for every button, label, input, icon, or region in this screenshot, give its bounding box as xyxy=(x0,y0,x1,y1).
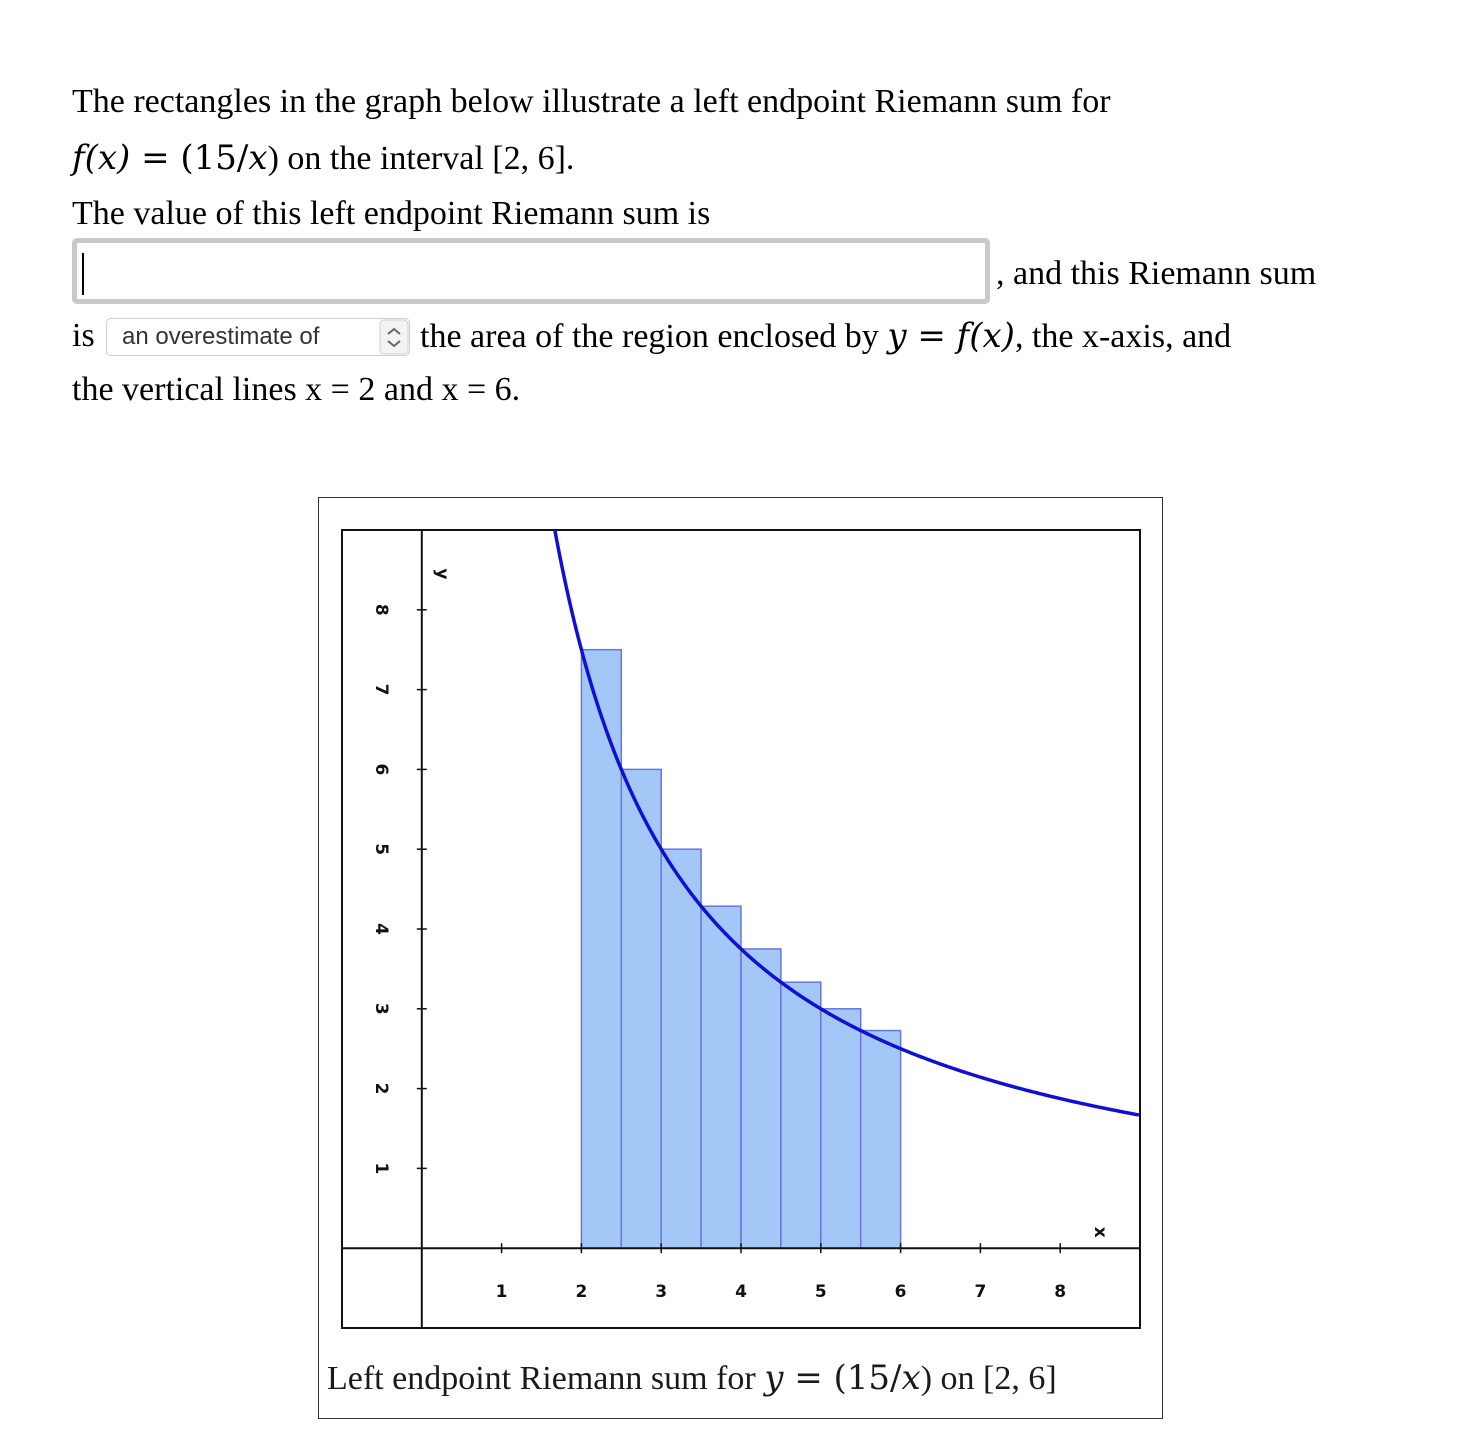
question-text-1: The rectangles in the graph below illustrate a left endpoint Riemann sum for xyxy=(72,83,1111,120)
caption-prefix: Left endpoint Riemann sum for xyxy=(327,1360,765,1397)
after-input-label: , and this Riemann sum xyxy=(996,255,1317,292)
x-tick-label-2: 2 xyxy=(575,1282,588,1303)
y-tick-label-8: 8 xyxy=(370,603,391,616)
riemann-sum-input[interactable] xyxy=(77,243,985,299)
riemann-rect-7 xyxy=(821,1009,861,1248)
y-tick-label-4: 4 xyxy=(370,923,391,935)
comparison-select-value: an overestimate of xyxy=(122,323,320,350)
y-tick-label-7: 7 xyxy=(370,683,391,696)
caption-x: x xyxy=(901,1358,921,1398)
y-tick-label-5: 5 xyxy=(370,843,391,856)
region-text: the area of the region enclosed by xyxy=(420,318,888,355)
question-line-4 xyxy=(420,314,1231,359)
figure-caption xyxy=(327,1356,1057,1401)
select-chevrons-icon xyxy=(379,319,409,355)
is-label: is xyxy=(72,317,95,354)
x-tick-label-8: 8 xyxy=(1054,1282,1067,1303)
question-text-3: The value of this left endpoint Riemann sum is xyxy=(72,195,711,232)
x-axis-label: x xyxy=(1090,1226,1111,1238)
function-expression: f(x) xyxy=(72,138,131,178)
y-variable: y xyxy=(887,316,907,356)
riemann-rect-5 xyxy=(741,949,781,1248)
x-tick-label-1: 1 xyxy=(495,1282,508,1303)
x-tick-label-4: 4 xyxy=(735,1282,747,1303)
equals-sign: = xyxy=(906,316,957,356)
riemann-rect-3 xyxy=(661,849,701,1248)
fx-expression: f(x) xyxy=(956,316,1015,356)
comparison-select[interactable] xyxy=(106,318,410,356)
y-tick-label-2: 2 xyxy=(370,1082,391,1095)
question-line-1 xyxy=(72,80,1111,124)
riemann-chart xyxy=(319,498,1162,1348)
x-tick-label-7: 7 xyxy=(974,1282,987,1303)
riemann-rect-8 xyxy=(861,1031,901,1249)
caption-interval: ) on [2, 6] xyxy=(920,1360,1057,1397)
riemann-figure xyxy=(318,497,1163,1419)
y-axis-label: y xyxy=(431,568,452,580)
question-line-5 xyxy=(72,368,520,412)
question-line-2 xyxy=(72,136,574,181)
x-tick-label-5: 5 xyxy=(814,1282,827,1303)
text-caret xyxy=(82,253,84,295)
question-line-3 xyxy=(72,192,710,236)
y-tick-label-6: 6 xyxy=(370,763,391,776)
vertical-lines-text: the vertical lines x = 2 and x = 6. xyxy=(72,371,521,408)
is-word xyxy=(72,314,95,358)
function-variable: x xyxy=(248,138,268,178)
after-input-text xyxy=(996,252,1316,296)
riemann-rect-4 xyxy=(701,906,741,1248)
function-equals: = (15/ xyxy=(130,138,249,178)
riemann-rect-1 xyxy=(581,650,621,1248)
riemann-sum-answer-box[interactable] xyxy=(72,238,990,304)
x-axis-text: , the x-axis, and xyxy=(1014,318,1232,355)
interval-text: ) on the interval [2, 6]. xyxy=(267,140,575,177)
x-tick-label-6: 6 xyxy=(894,1282,907,1303)
caption-equals: = (15/ xyxy=(783,1358,902,1398)
x-tick-label-3: 3 xyxy=(655,1282,668,1303)
y-tick-label-3: 3 xyxy=(370,1002,391,1015)
y-tick-label-1: 1 xyxy=(370,1162,391,1175)
riemann-rect-6 xyxy=(781,982,821,1248)
caption-y: y xyxy=(764,1358,784,1398)
